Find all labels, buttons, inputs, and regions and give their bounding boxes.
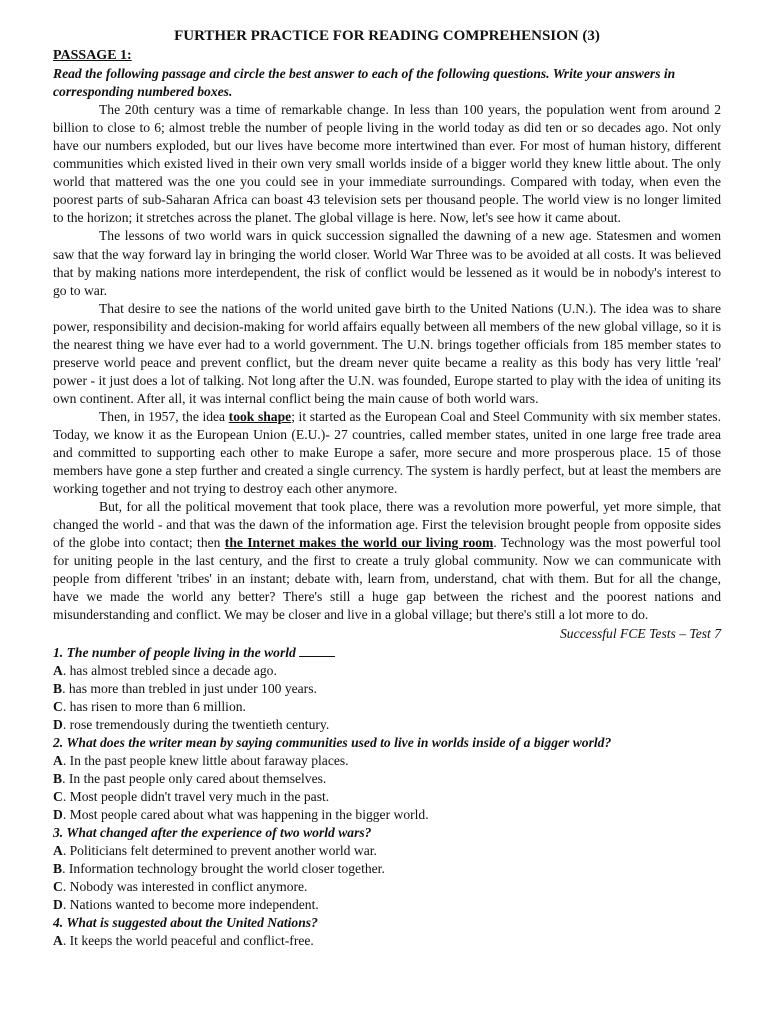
option-letter: C — [53, 698, 63, 714]
passage-body — [53, 101, 721, 624]
option-c[interactable] — [53, 878, 721, 896]
option-a[interactable] — [53, 932, 721, 950]
option-text: . Information technology brought the world closer together. — [62, 861, 385, 877]
question-3 — [53, 824, 721, 914]
option-letter: C — [53, 788, 63, 804]
option-c[interactable] — [53, 698, 721, 716]
option-letter: A — [53, 843, 63, 859]
paragraph-2 — [53, 227, 721, 299]
option-a[interactable] — [53, 752, 721, 770]
option-letter: D — [53, 897, 63, 913]
option-b[interactable] — [53, 680, 721, 698]
paragraph-1 — [53, 101, 721, 227]
option-a[interactable] — [53, 662, 721, 680]
paragraph-text: But, for all the political movement that took place, there was a revolution more powerful, yet more simple, that changed the world - and that was the dawn of the information age. First the television brought people from opposite sides of the globe into contact; then — [53, 499, 721, 551]
option-text: . has risen to more than 6 million. — [62, 698, 246, 714]
option-text: . Nations wanted to become more independent. — [62, 897, 319, 913]
page-title: FURTHER PRACTICE FOR READING COMPREHENSION (3) — [174, 28, 600, 44]
paragraph-4 — [53, 408, 721, 498]
paragraph-text: The lessons of two world wars in quick succession signalled the dawning of a new age. Statesmen and women saw that the way forward lay in bringing the world closer. World War Three was to be avoided at all costs. It was believed that by making nations more interdependent, the risk of conflict would be lessened as it would be in nobody's interest to go to war. — [53, 228, 721, 298]
question-text: 4. What is suggested about the United Nations? — [53, 915, 318, 931]
option-d[interactable] — [53, 806, 721, 824]
option-a[interactable] — [53, 842, 721, 860]
option-letter: D — [53, 716, 63, 732]
question-text: 3. What changed after the experience of two world wars? — [53, 825, 372, 841]
option-text: . has almost trebled since a decade ago. — [62, 662, 277, 678]
option-text: . has more than trebled in just under 100 years. — [62, 680, 317, 696]
option-letter: B — [53, 770, 63, 786]
paragraph-text: That desire to see the nations of the world united gave birth to the United Nations (U.N.). The idea was to share power, responsibility and decision-making for world affairs equally between all members of the new global village, so it is the nearest thing we have ever had to a world government. The U.N. brings together officials from 185 member states to preserve world peace and prevent conflict, but the dream never quite became a reality as this body has very little 'real' power - it just does a lot of talking. Not long after the U.N. was founded, Europe started to play with the idea of uniting its own continent. After all, it was internal conflict being the main cause of both world wars. — [53, 300, 721, 406]
option-letter: A — [53, 933, 63, 949]
option-text: . rose tremendously during the twentieth century. — [62, 716, 330, 732]
option-letter: D — [53, 806, 63, 822]
option-text: . Nobody was interested in conflict anymore. — [62, 879, 308, 895]
option-text: . Most people cared about what was happening in the bigger world. — [62, 806, 429, 822]
paragraph-3 — [53, 300, 721, 408]
paragraph-5 — [53, 498, 721, 624]
passage-label: PASSAGE 1: — [53, 48, 132, 63]
question-text: 1. The number of people living in the world — [53, 644, 296, 660]
option-text: . In the past people knew little about faraway places. — [62, 752, 349, 768]
question-text: 2. What does the writer mean by saying communities used to live in worlds inside of a bigger world? — [53, 734, 612, 750]
option-b[interactable] — [53, 860, 721, 878]
question-list — [53, 644, 721, 951]
option-b[interactable] — [53, 770, 721, 788]
option-letter: A — [53, 752, 63, 768]
option-text: . Politicians felt determined to prevent another world war. — [62, 843, 377, 859]
option-text: . It keeps the world peaceful and conflict-free. — [62, 933, 314, 949]
option-c[interactable] — [53, 788, 721, 806]
question-4 — [53, 914, 721, 950]
option-letter: C — [53, 879, 63, 895]
instructions: Read the following passage and circle the best answer to each of the following questions. Write your answers in corresponding numbered boxes. — [53, 66, 676, 100]
answer-blank — [299, 645, 335, 657]
option-d[interactable] — [53, 716, 721, 734]
highlighted-phrase: the Internet makes the world our living room — [224, 535, 494, 551]
option-text: . Most people didn't travel very much in the past. — [62, 788, 330, 804]
option-letter: A — [53, 662, 63, 678]
option-letter: B — [53, 861, 63, 877]
source-citation: Successful FCE Tests – Test 7 — [560, 625, 721, 641]
paragraph-text: The 20th century was a time of remarkable change. In less than 100 years, the population went from around 2 billion to close to 6; almost treble the number of people living in the world today as did ten or so decades ago. Not only have our numbers exploded, but our lives have become more intertwined than ever. For most of human history, different communities which existed lived in their own very small worlds inside of a bigger world they knew little about. The only world that mattered was the one you could see in your immediate surroundings. Compared with today, when even the poorest parts of sub-Saharan Africa can boast 43 television sets per thousand people. The world view is no longer limited to the horizon; it stretches across the planet. The global village is here. Now, let's see how it came about. — [53, 102, 721, 226]
option-letter: B — [53, 680, 63, 696]
question-1 — [53, 644, 721, 734]
paragraph-text: ; it started as the European Coal and Steel Community with six member states. Today, we know it as the European Union (E.U.)- 27 countries, called member states, united in one large free trade area and committed to supporting each other to make Europe a safer, more secure and more prosperous place. 15 of those members have gone a step further and created a single currency. The system is hardly perfect, but at least the members are working together and not trying to destroy each other anymore. — [53, 408, 721, 497]
paragraph-text: Then, in 1957, the idea — [99, 408, 229, 424]
highlighted-phrase: took shape — [228, 408, 292, 424]
option-d[interactable] — [53, 896, 721, 914]
paragraph-text: . Technology was the most powerful tool for uniting people in the last century, and the first to create a truly global community. Now we can communicate with people from different 'tribes' in an instant; debate with, learn from, understand, chat with them. But for all the change, have we made the world any better? There's still a huge gap between the richest and the poorest nations and misunderstanding and conflict. We may be closer and live in a global village; but there's still a lot more to do. — [53, 535, 721, 623]
option-text: . In the past people only cared about themselves. — [62, 770, 327, 786]
question-2 — [53, 734, 721, 824]
